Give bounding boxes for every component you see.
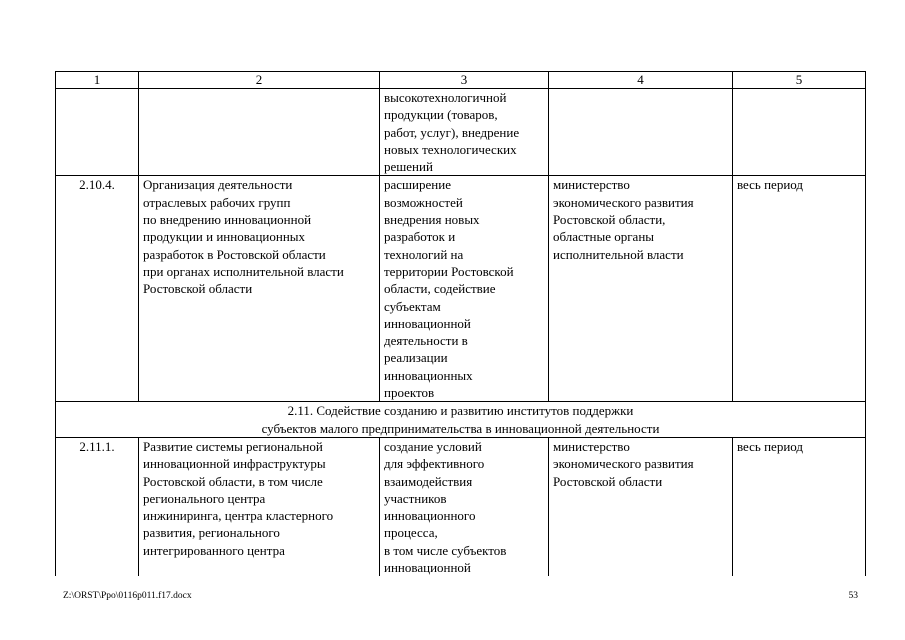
cell-line: Ростовской области, bbox=[553, 212, 666, 228]
section-row-2-11 bbox=[56, 402, 866, 438]
cell-line: инновационной bbox=[384, 560, 471, 576]
cell-line: министерство bbox=[553, 438, 630, 454]
cell-line: министерство bbox=[553, 177, 630, 193]
cell-line: новых технологических bbox=[384, 141, 517, 157]
cell-line: интегрированного центра bbox=[143, 542, 285, 558]
cell-line: регионального центра bbox=[143, 490, 266, 506]
cell-line: деятельности в bbox=[384, 333, 468, 349]
table-row-2-10-4 bbox=[56, 176, 866, 402]
responsible-cell bbox=[549, 437, 733, 576]
cell-line: области, содействие bbox=[384, 281, 496, 297]
cell-line: экономического развития bbox=[553, 456, 694, 472]
cont-col5-cell bbox=[733, 89, 866, 176]
cont-col2-cell bbox=[139, 89, 380, 176]
responsible-cell bbox=[549, 176, 733, 402]
cell-line: отраслевых рабочих групп bbox=[143, 194, 291, 210]
cell-line: расширение bbox=[384, 177, 451, 193]
header-col-1: 1 bbox=[56, 72, 139, 89]
cell-line: решений bbox=[384, 159, 433, 175]
header-col-3: 3 bbox=[380, 72, 549, 89]
measures-table bbox=[55, 71, 866, 576]
cell-line: Развитие системы региональной bbox=[143, 438, 323, 454]
cell-line: высокотехнологичной bbox=[384, 90, 507, 105]
cell-line: процесса, bbox=[384, 525, 438, 541]
header-col-5: 5 bbox=[733, 72, 866, 89]
cell-line: 2.11. Содействие созданию и развитию институтов поддержки bbox=[287, 403, 634, 419]
cell-line: инновационной bbox=[384, 315, 471, 331]
cell-line: возможностей bbox=[384, 194, 463, 210]
cont-col4-cell bbox=[549, 89, 733, 176]
cell-line: при органах исполнительной власти bbox=[143, 263, 344, 279]
cell-line: работ, услуг), внедрение bbox=[384, 124, 520, 140]
measure-name-cell bbox=[139, 176, 380, 402]
cell-line: по внедрению инновационной bbox=[143, 212, 312, 228]
period-cell: весь период bbox=[733, 176, 866, 402]
measure-name-cell bbox=[139, 437, 380, 576]
cell-line: Организация деятельности bbox=[143, 177, 293, 193]
cell-line: исполнительной власти bbox=[553, 246, 684, 262]
cell-line: разработок в Ростовской области bbox=[143, 246, 326, 262]
cell-line: Ростовской области bbox=[143, 281, 253, 297]
cell-line: внедрения новых bbox=[384, 212, 480, 228]
cont-col3-cell bbox=[380, 89, 549, 176]
cell-line: инновационных bbox=[384, 367, 473, 383]
cell-line: инжиниринга, центра кластерного bbox=[143, 508, 334, 524]
period-cell: весь период bbox=[733, 437, 866, 576]
cell-line: территории Ростовской bbox=[384, 263, 514, 279]
cell-line: реализации bbox=[384, 350, 448, 366]
cell-line: субъектов малого предпринимательства в инновационной деятельности bbox=[261, 420, 660, 436]
cell-line: создание условий bbox=[384, 438, 482, 454]
cell-line: экономического развития bbox=[553, 194, 694, 210]
cell-line: продукции (товаров, bbox=[384, 107, 498, 123]
continuation-row bbox=[56, 89, 866, 176]
cell-line: участников bbox=[384, 490, 447, 506]
cell-line: Ростовской области, в том числе bbox=[143, 473, 323, 489]
row-number: 2.10.4. bbox=[56, 176, 139, 402]
cell-line: Ростовской области bbox=[553, 473, 663, 489]
cell-line: проектов bbox=[384, 385, 435, 401]
expected-result-cell bbox=[380, 437, 549, 576]
cont-num-cell bbox=[56, 89, 139, 176]
cell-line: взаимодействия bbox=[384, 473, 473, 489]
header-col-2: 2 bbox=[139, 72, 380, 89]
expected-result-cell bbox=[380, 176, 549, 402]
cell-line: субъектам bbox=[384, 298, 441, 314]
cell-line: технологий на bbox=[384, 246, 464, 262]
table-row-2-11-1 bbox=[56, 437, 866, 576]
section-heading bbox=[56, 402, 866, 438]
header-col-4: 4 bbox=[549, 72, 733, 89]
cell-line: инновационной инфраструктуры bbox=[143, 456, 326, 472]
file-path: Z:\ORST\Ppo\0116p011.f17.docx bbox=[63, 591, 192, 601]
page-number: 53 bbox=[848, 591, 858, 601]
cell-line: для эффективного bbox=[384, 456, 485, 472]
header-row bbox=[56, 72, 866, 89]
cell-line: продукции и инновационных bbox=[143, 229, 306, 245]
row-number: 2.11.1. bbox=[56, 437, 139, 576]
cell-line: инновационного bbox=[384, 508, 476, 524]
cell-line: в том числе субъектов bbox=[384, 542, 507, 558]
cell-line: разработок и bbox=[384, 229, 456, 245]
cell-line: областные органы bbox=[553, 229, 655, 245]
cell-line: развития, регионального bbox=[143, 525, 280, 541]
